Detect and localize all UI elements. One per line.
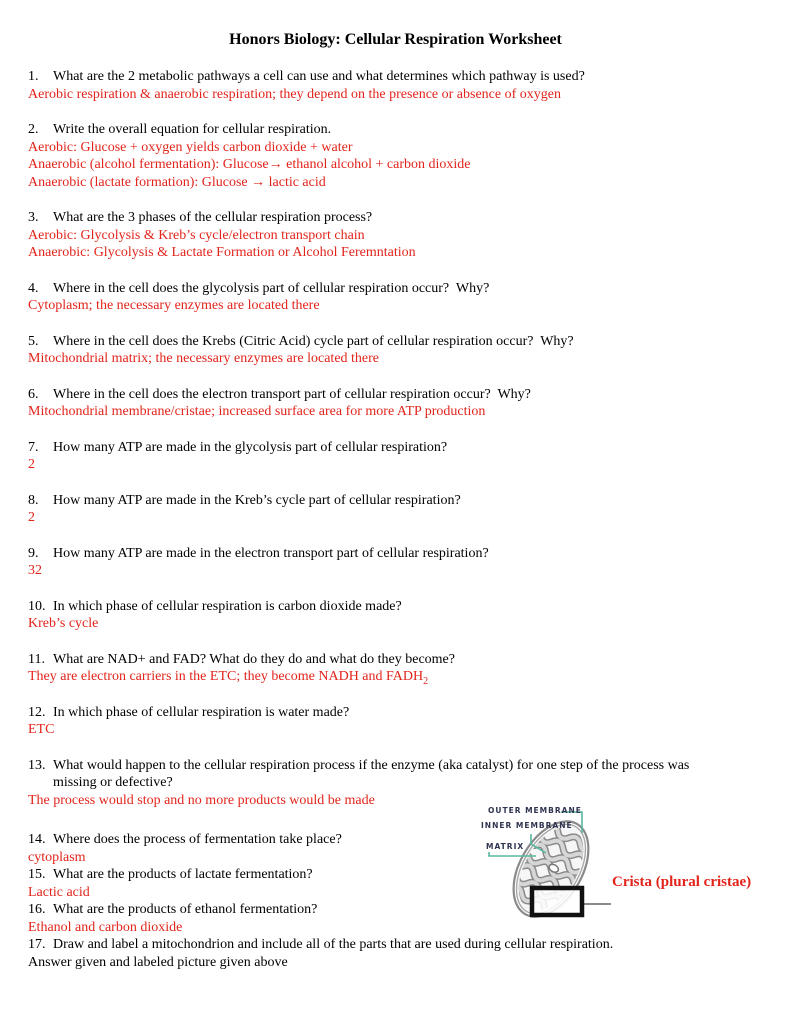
qa-block-17 xyxy=(28,936,766,971)
question-4 xyxy=(28,280,766,298)
question-text: Where in the cell does the glycolysis part of cellular respiration occur? Why? xyxy=(53,280,490,296)
question-text: In which phase of cellular respiration is carbon dioxide made? xyxy=(53,598,402,614)
answer-3-line-2: Anaerobic: Glycolysis & Lactate Formation or Alcohol Feremntation xyxy=(28,245,416,260)
qa-block-6 xyxy=(28,386,766,421)
question-12 xyxy=(28,704,766,722)
question-text: Where in the cell does the electron transport part of cellular respiration occur? Why? xyxy=(53,386,531,402)
answer-11 xyxy=(28,668,766,686)
qa-block-1 xyxy=(28,68,766,103)
answer-6: Mitochondrial membrane/cristae; increased surface area for more ATP production xyxy=(28,404,486,419)
answer-9: 32 xyxy=(28,563,42,578)
question-text: Write the overall equation for cellular respiration. xyxy=(53,122,332,137)
question-number: 7. xyxy=(28,439,39,455)
question-text: Where in the cell does the Krebs (Citric Acid) cycle part of cellular respiration occur? Why? xyxy=(53,333,574,349)
question-1 xyxy=(28,68,766,86)
qa-block-7 xyxy=(28,439,766,474)
question-9 xyxy=(28,545,766,563)
qa-block-12 xyxy=(28,704,766,739)
answer-8: 2 xyxy=(28,510,35,525)
question-number: 8. xyxy=(28,492,39,508)
question-number: 4. xyxy=(28,280,39,296)
qa-block-9 xyxy=(28,545,766,580)
answer-7: 2 xyxy=(28,457,35,472)
answer-15: Lactic acid xyxy=(28,884,90,900)
question-text: What are NAD+ and FAD? What do they do and what do they become? xyxy=(53,651,455,667)
answer-3-line-1: Aerobic: Glycolysis & Kreb’s cycle/electron transport chain xyxy=(28,227,365,243)
question-7 xyxy=(28,439,766,457)
question-number: 11. xyxy=(28,651,45,667)
qa-block-2 xyxy=(28,121,766,191)
question-text: How many ATP are made in the Kreb’s cycle part of cellular respiration? xyxy=(53,492,461,508)
question-text: What are the 2 metabolic pathways a cell can use and what determines which pathway is used? xyxy=(53,69,585,84)
question-number: 6. xyxy=(28,386,39,402)
answer-17: Answer given and labeled picture given above xyxy=(28,954,288,970)
answer-12: ETC xyxy=(28,722,55,737)
answer-14: cytoplasm xyxy=(28,849,86,865)
crista-label: Crista (plural cristae) xyxy=(612,874,752,890)
qa-block-11 xyxy=(28,651,766,686)
question-number: 14. xyxy=(28,832,46,847)
answer-subscript: 2 xyxy=(423,675,429,687)
question-2 xyxy=(28,121,766,139)
answer-4: Cytoplasm; the necessary enzymes are located there xyxy=(28,298,320,313)
question-8 xyxy=(28,492,766,510)
question-text: What are the products of ethanol fermentation? xyxy=(53,902,318,917)
question-11 xyxy=(28,651,766,669)
question-text: In which phase of cellular respiration is water made? xyxy=(53,704,350,720)
question-text: Where does the process of fermentation take place? xyxy=(53,832,342,847)
qa-block-10 xyxy=(28,598,766,633)
crista-highlight-box xyxy=(532,888,582,915)
page-title: Honors Biology: Cellular Respiration Worksheet xyxy=(229,31,562,48)
question-number: 15. xyxy=(28,867,46,882)
answer-2-line-3: Anaerobic (lactate formation): Glucose → lactic acid xyxy=(28,174,326,190)
answer-1: Aerobic respiration & anaerobic respiration; they depend on the presence or absence of oxygen xyxy=(28,86,561,102)
question-text: What are the products of lactate fermentation? xyxy=(53,867,313,882)
question-number: 3. xyxy=(28,210,39,225)
question-text-line-2: missing or defective? xyxy=(53,775,173,790)
outer-membrane-label: OUTER MEMBRANE xyxy=(488,806,582,815)
mitochondrion-diagram xyxy=(455,792,791,940)
question-number: 5. xyxy=(28,333,39,349)
question-5 xyxy=(28,333,766,351)
question-number: 13. xyxy=(28,757,46,773)
question-13 xyxy=(28,757,766,792)
answer-10: Kreb’s cycle xyxy=(28,616,99,631)
matrix-label: MATRIX xyxy=(486,842,525,851)
question-text: How many ATP are made in the electron transport part of cellular respiration? xyxy=(53,545,489,561)
question-3 xyxy=(28,209,766,227)
answer-13: The process would stop and no more products would be made xyxy=(28,792,375,808)
question-text-line-1: What would happen to the cellular respiration process if the enzyme (aka catalyst) for one step of the process was xyxy=(53,757,690,773)
question-10 xyxy=(28,598,766,616)
qa-block-3 xyxy=(28,209,766,262)
question-number: 17. xyxy=(28,937,46,952)
question-number: 9. xyxy=(28,545,39,561)
question-text: How many ATP are made in the glycolysis part of cellular respiration? xyxy=(53,439,448,455)
answer-2-line-2: Anaerobic (alcohol fermentation): Glucose→ ethanol alcohol + carbon dioxide xyxy=(28,157,471,172)
qa-block-8 xyxy=(28,492,766,527)
answer-2-line-1: Aerobic: Glucose + oxygen yields carbon dioxide + water xyxy=(28,139,353,155)
question-6 xyxy=(28,386,766,404)
question-text: Draw and label a mitochondrion and include all of the parts that are used during cellular respiration. xyxy=(53,937,614,952)
inner-membrane-label: INNER MEMBRANE xyxy=(481,821,573,830)
qa-block-4 xyxy=(28,280,766,315)
question-text: What are the 3 phases of the cellular respiration process? xyxy=(53,210,373,225)
answer-5: Mitochondrial matrix; the necessary enzymes are located there xyxy=(28,351,380,366)
question-number: 10. xyxy=(28,598,46,614)
answer-text: They are electron carriers in the ETC; they become NADH and FADH xyxy=(28,669,424,684)
qa-block-5 xyxy=(28,333,766,368)
question-number: 2. xyxy=(28,122,39,137)
answer-16: Ethanol and carbon dioxide xyxy=(28,919,183,935)
question-number: 12. xyxy=(28,704,46,720)
question-number: 16. xyxy=(28,902,46,917)
question-number: 1. xyxy=(28,69,39,84)
